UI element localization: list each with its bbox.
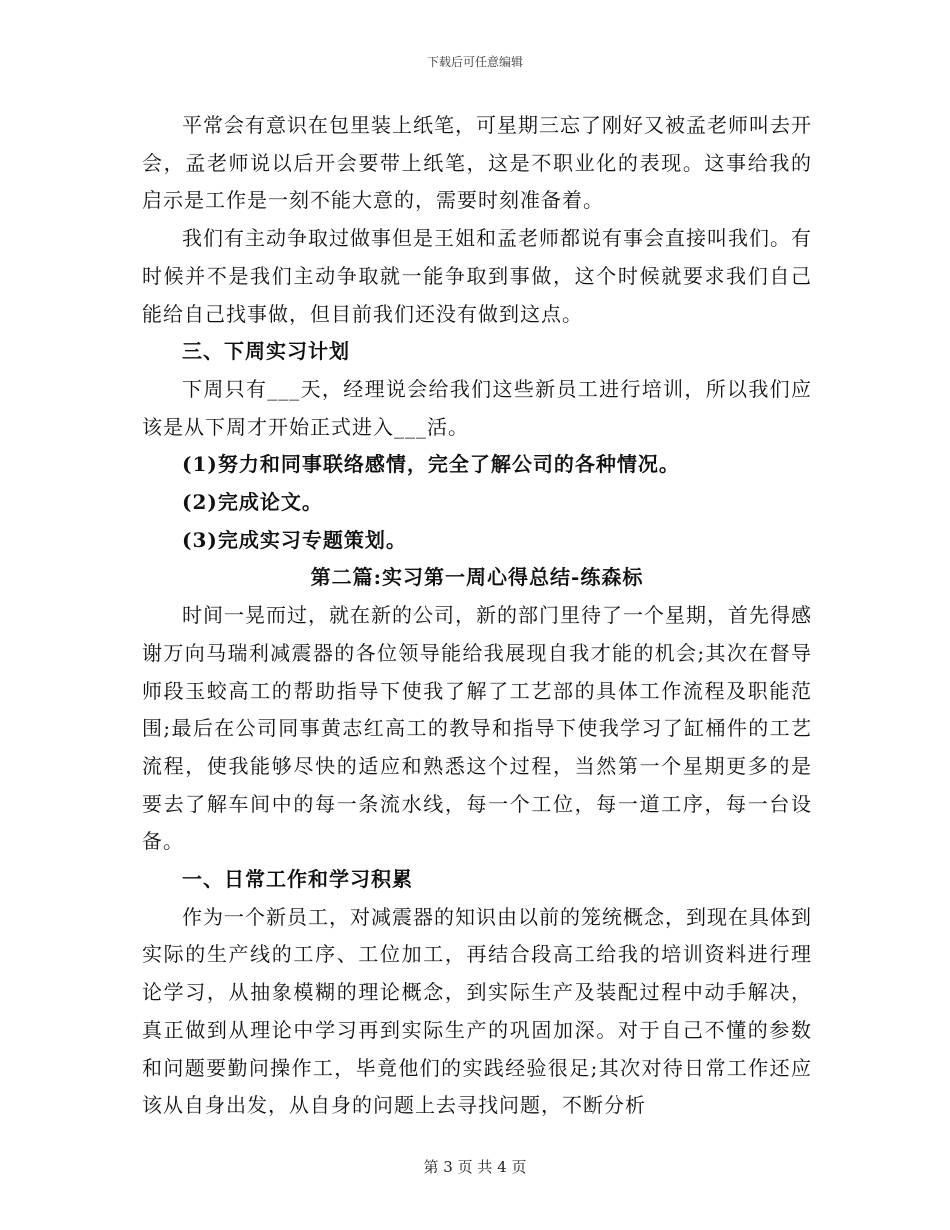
plan-item: (3)完成实习专题策划。 <box>182 527 407 552</box>
section-heading-daily: 一、日常工作和学习积累 <box>182 867 413 892</box>
paragraph: 我们有主动争取过做事但是王姐和孟老师都说有事会直接叫我们。有时候并不是我们主动争取就一能争取到事做，这个时候就要求我们自己能给自己找事做，但目前我们还没有做到这点。 <box>142 226 812 326</box>
paragraph: 下周只有___天，经理说会给我们这些新员工进行培训，所以我们应该是从下周才开始正式进入___活。 <box>142 376 812 439</box>
paragraph: 时间一晃而过，就在新的公司，新的部门里待了一个星期，首先得感谢万向马瑞利减震器的各位领导能给我展现自我才能的机会;其次在督导师段玉蛟高工的帮助指导下使我了解了工艺部的具体工作流程及职能范围;最后在公司同事黄志红高工的教导和指导下使我学习了缸桶件的工艺流程，使我能够尽快的适应和熟悉这个过程，当然第一个星期更多的是要去了解车间中的每一条流水线，每一个工位，每一道工序，每一台设备。 <box>142 603 812 854</box>
section-heading-plan: 三、下周实习计划 <box>182 339 350 364</box>
page-footer: 第 3 页 共 4 页 <box>423 1158 527 1176</box>
document-body <box>142 107 812 1125</box>
article-title: 第二篇:实习第一周心得总结-练森标 <box>310 565 644 590</box>
plan-item: (1)努力和同事联络感情，完全了解公司的各种情况。 <box>182 452 680 477</box>
page-header: 下载后可任意编辑 <box>426 55 523 69</box>
plan-item: (2)完成论文。 <box>182 490 323 515</box>
paragraph: 作为一个新员工，对减震器的知识由以前的笼统概念，到现在具体到实际的生产线的工序、工位加工，再结合段高工给我的培训资料进行理论学习，从抽象模糊的理论概念，到实际生产及装配过程中动手解决，真正做到从理论中学习再到实际生产的巩固加深。对于自己不懂的参数和问题要勤问操作工，毕竟他们的实践经验很足;其次对待日常工作还应该从自身出发，从自身的问题上去寻找问题，不断分析 <box>142 904 812 1118</box>
paragraph: 平常会有意识在包里装上纸笔，可星期三忘了刚好又被孟老师叫去开会，孟老师说以后开会要带上纸笔，这是不职业化的表现。这事给我的启示是工作是一刻不能大意的，需要时刻准备着。 <box>142 113 812 213</box>
